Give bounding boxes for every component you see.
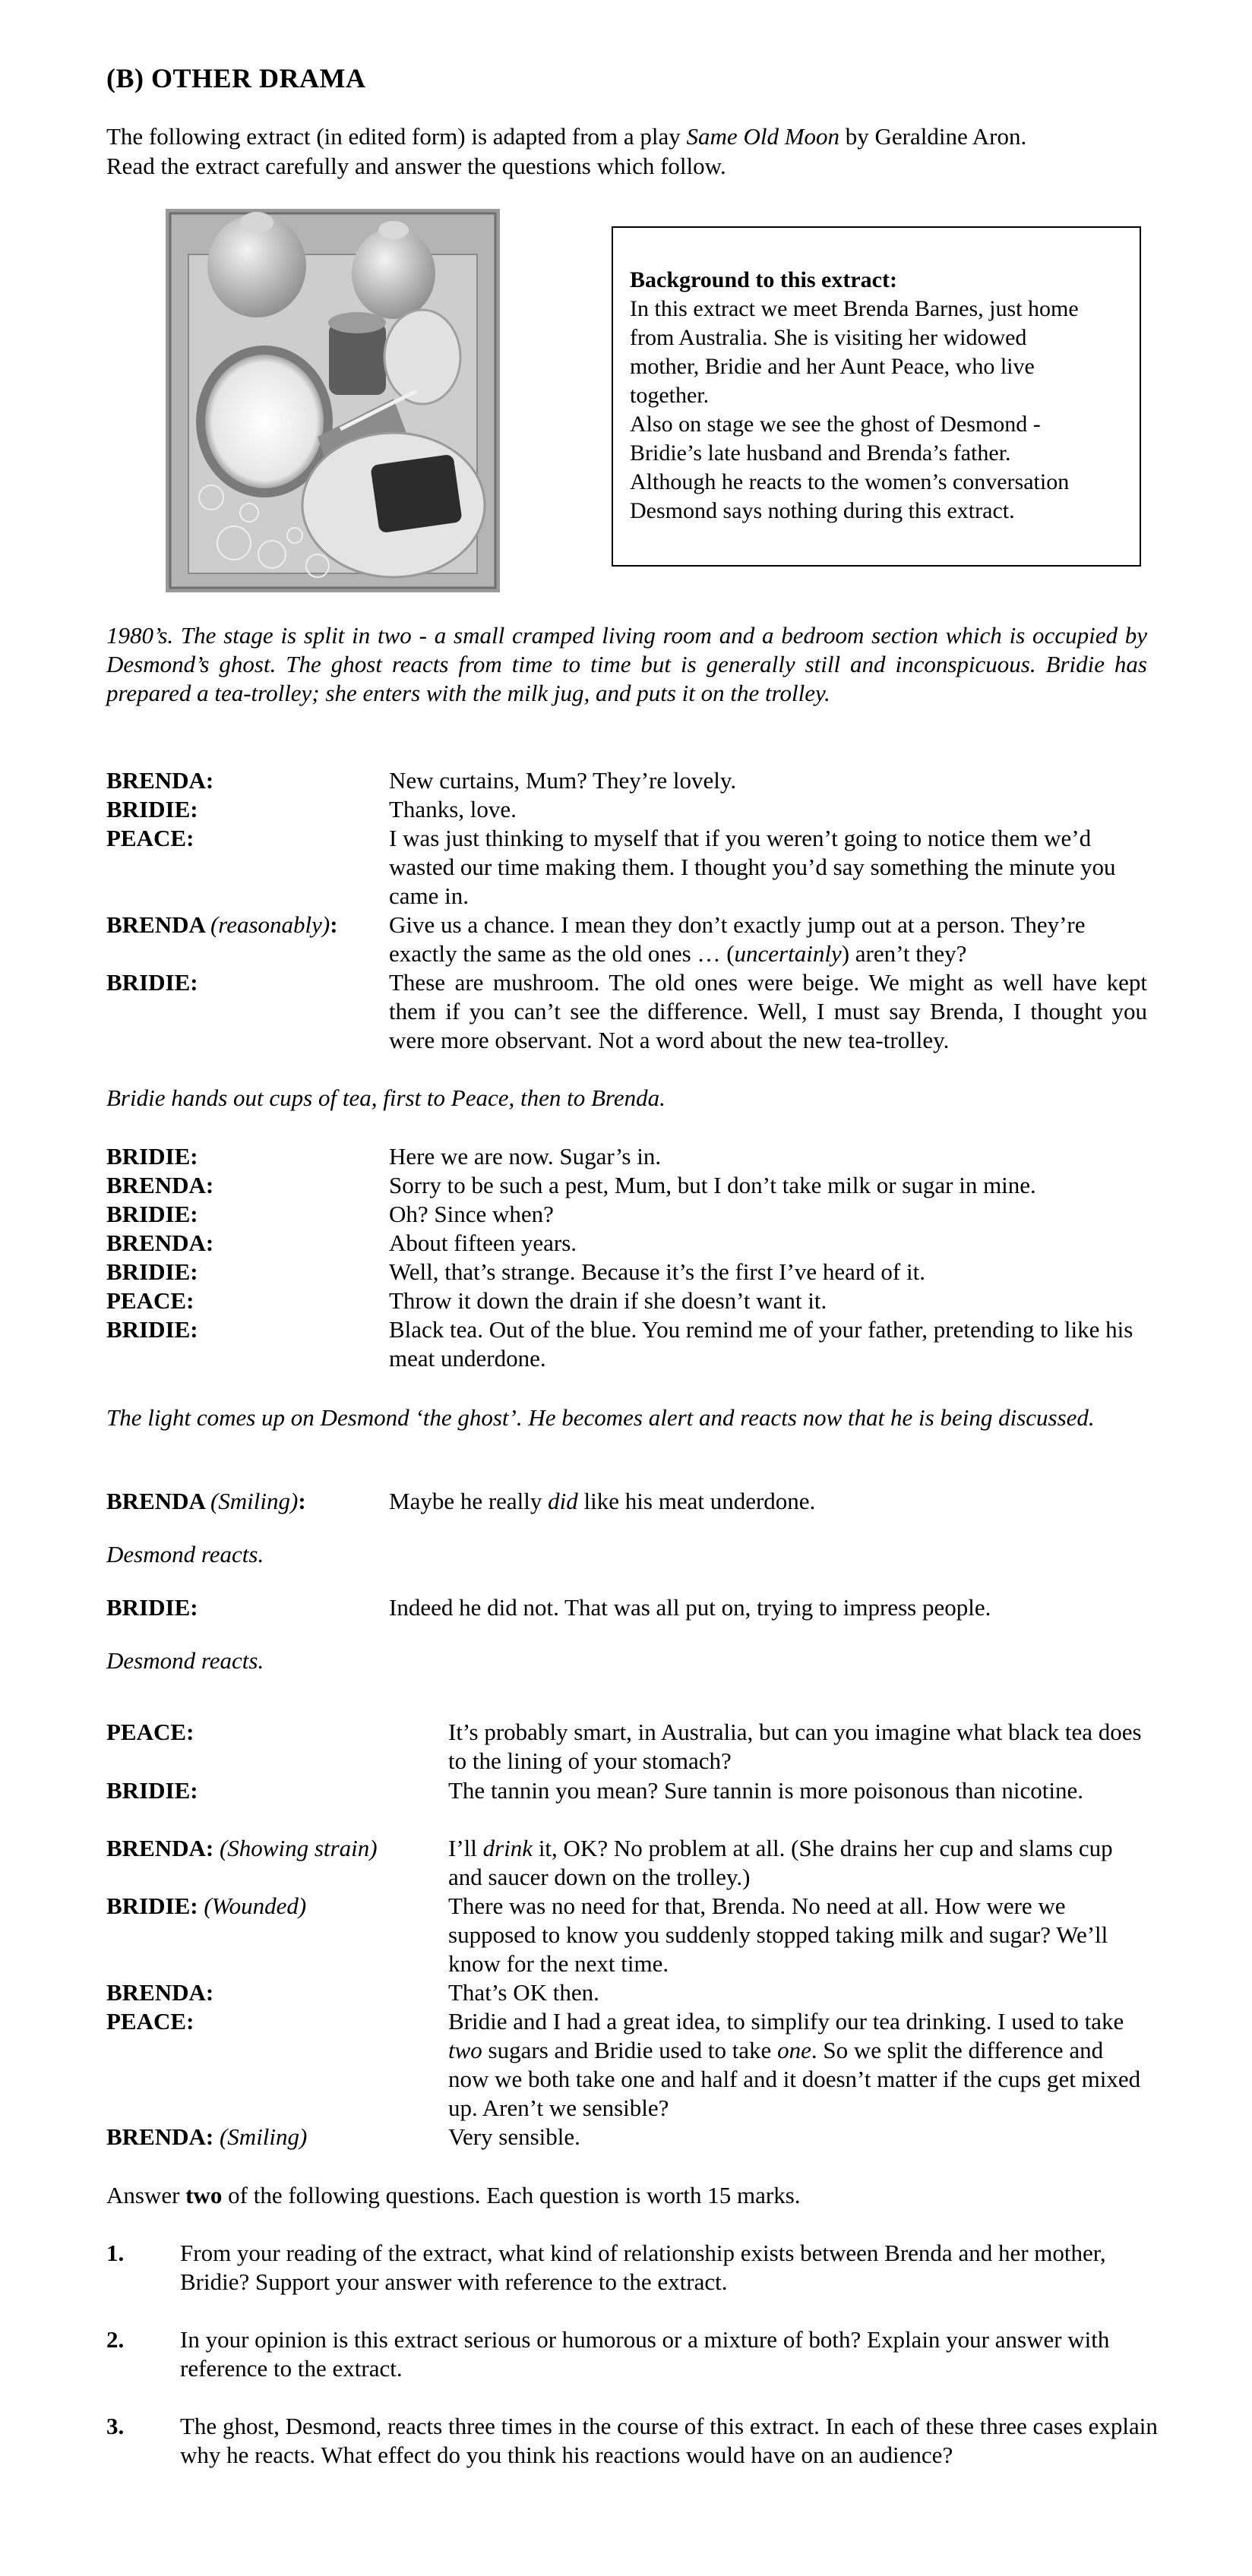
- question-number: 2.: [106, 2326, 125, 2353]
- speaker-name: BRENDA:: [106, 767, 214, 794]
- speaker-name: BRENDA: (Showing strain): [106, 1835, 378, 1861]
- speaker-name: BRIDIE:: [106, 1594, 198, 1621]
- speaker-name: BRENDA:: [106, 1979, 214, 2006]
- dialogue-line: [106, 1286, 1147, 1315]
- background-line: In this extract we meet Brenda Barnes, just home: [630, 296, 1079, 321]
- question-text: The ghost, Desmond, reacts three times in the course of this extract. In each of these three cases explain why he reacts. What effect do you think his reactions would have on an audience?: [180, 2413, 1158, 2468]
- section-title: (B) OTHER DRAMA: [106, 63, 366, 93]
- dialogue-text: It’s probably smart, in Australia, but can you imagine what black tea does to the lining of your stomach?: [448, 1719, 1142, 1774]
- dialogue-line: [106, 824, 1147, 911]
- dialogue-text: Thanks, love.: [389, 796, 517, 822]
- dialogue-text: I was just thinking to myself that if you weren’t going to notice them we’d wasted our time making them. I thought you’d say something the minute you came in.: [389, 825, 1116, 909]
- speaker-name: BRENDA:: [106, 1230, 214, 1256]
- dialogue-text: Indeed he did not. That was all put on, trying to impress people.: [389, 1594, 991, 1621]
- stage-note: (Showing strain): [219, 1835, 378, 1861]
- stage-note: (Smiling): [219, 2123, 308, 2150]
- speaker-name: PEACE:: [106, 1719, 194, 1745]
- dialogue-line: [106, 1892, 1147, 1978]
- dialogue-line: [106, 1142, 1147, 1171]
- dialogue-text: These are mushroom. The old ones were beige. We might as well have kept them if you can’t see the difference. Well, I must say Brenda, I thought you were more observant. Not a word about the new tea-trolley.: [389, 969, 1147, 1053]
- dialogue-line: [106, 1200, 1147, 1229]
- stage-direction: Desmond reacts.: [106, 1647, 264, 1674]
- dialogue-line: [106, 1834, 1147, 1892]
- background-line: from Australia. She is visiting her widowed: [630, 325, 1027, 350]
- dialogue-line: [106, 2123, 1147, 2151]
- dialogue-line: [106, 1593, 1147, 1622]
- dialogue-text: New curtains, Mum? They’re lovely.: [389, 767, 737, 794]
- dialogue-line: [106, 1776, 1147, 1805]
- question-text: From your reading of the extract, what kind of relationship exists between Brenda and her mother, Bridie? Support your answer with reference to the extract.: [180, 2240, 1106, 2295]
- dialogue-line: [106, 2007, 1147, 2123]
- speaker-name: BRIDIE:: [106, 1143, 198, 1170]
- dialogue-text: There was no need for that, Brenda. No need at all. How were we supposed to know you suddenly stopped taking milk and sugar? We’ll know for the next time.: [448, 1893, 1108, 1977]
- dialogue-line: [106, 1171, 1147, 1200]
- stage-note: (Smiling): [210, 1488, 299, 1514]
- question-text: In your opinion is this extract serious or humorous or a mixture of both? Explain your answer with reference to the extract.: [180, 2326, 1110, 2382]
- dialogue-text: Give us a chance. I mean they don’t exactly jump out at a person. They’re exactly the same as the old ones … (uncertainly) aren’t they?: [389, 911, 1086, 967]
- speaker-name: BRENDA (Smiling):: [106, 1488, 306, 1514]
- dialogue-text: About fifteen years.: [389, 1230, 577, 1256]
- dialogue-line: [106, 766, 1147, 795]
- dialogue-text: Bridie and I had a great idea, to simplify our tea drinking. I used to take two sugars and Bridie used to take one. So we split the difference and now we both take one and half and it doesn’t matter if the cups get mixed up. Aren’t we sensible?: [448, 2008, 1141, 2121]
- dialogue-text: Here we are now. Sugar’s in.: [389, 1143, 662, 1170]
- background-line: Bridie’s late husband and Brenda’s father.: [630, 440, 1011, 466]
- question: [106, 2325, 1170, 2383]
- background-line: mother, Bridie and her Aunt Peace, who live: [630, 354, 1035, 379]
- background-line: Although he reacts to the women’s conversation: [630, 469, 1070, 494]
- speaker-name: BRIDIE:: [106, 969, 198, 996]
- stage-note: (reasonably): [210, 911, 330, 938]
- question-number: 3.: [106, 2413, 125, 2439]
- speaker-name: PEACE:: [106, 825, 194, 851]
- background-line: Also on stage we see the ghost of Desmond -: [630, 412, 1041, 437]
- dialogue-text: Oh? Since when?: [389, 1201, 554, 1227]
- speaker-name: PEACE:: [106, 2008, 194, 2035]
- stage-note: (Wounded): [204, 1893, 307, 1919]
- background-heading: Background to this extract:: [630, 267, 897, 292]
- tea-tray-photo: [166, 209, 500, 592]
- dialogue-text: That’s OK then.: [448, 1979, 599, 2006]
- speaker-name: BRENDA:: [106, 1172, 214, 1198]
- dialogue-text: Well, that’s strange. Because it’s the first I’ve heard of it.: [389, 1258, 925, 1285]
- speaker-name: BRIDIE:: [106, 796, 198, 822]
- speaker-name: BRIDIE:: [106, 1258, 198, 1285]
- speaker-name: BRENDA: (Smiling): [106, 2123, 308, 2150]
- dialogue-line: [106, 1487, 1147, 1516]
- background-line: Desmond says nothing during this extract.: [630, 498, 1015, 523]
- dialogue-line: [106, 911, 1147, 968]
- speaker-name: BRIDIE:: [106, 1777, 198, 1804]
- speaker-name: BRIDIE:: [106, 1316, 198, 1343]
- background-box: [612, 226, 1141, 567]
- dialogue-text: Sorry to be such a pest, Mum, but I don’t take milk or sugar in mine.: [389, 1172, 1036, 1198]
- dialogue-text: Very sensible.: [448, 2123, 580, 2150]
- dialogue-line: [106, 1978, 1147, 2007]
- question-number: 1.: [106, 2240, 125, 2266]
- question: [106, 2412, 1170, 2470]
- dialogue-text: I’ll drink it, OK? No problem at all. (She drains her cup and slams cup and saucer down on the trolley.): [448, 1835, 1113, 1890]
- dialogue-text: Throw it down the drain if she doesn’t want it.: [389, 1287, 827, 1314]
- speaker-name: BRENDA (reasonably):: [106, 911, 338, 938]
- dialogue-line: [106, 1315, 1147, 1373]
- dialogue-line: [106, 1258, 1147, 1286]
- stage-direction: The light comes up on Desmond ‘the ghost’. He becomes alert and reacts now that he is being discussed.: [106, 1404, 1095, 1431]
- background-line: together.: [630, 383, 710, 408]
- play-title: Same Old Moon: [686, 123, 840, 150]
- dialogue-text: The tannin you mean? Sure tannin is more poisonous than nicotine.: [448, 1777, 1083, 1804]
- instruction: Answer two of the following questions. Each question is worth 15 marks.: [106, 2182, 801, 2208]
- dialogue-line: [106, 1718, 1147, 1776]
- speaker-name: PEACE:: [106, 1287, 194, 1314]
- speaker-name: BRIDIE: (Wounded): [106, 1893, 307, 1919]
- stage-direction: Bridie hands out cups of tea, first to Peace, then to Brenda.: [106, 1084, 666, 1111]
- dialogue-line: [106, 1229, 1147, 1258]
- speaker-name: BRIDIE:: [106, 1201, 198, 1227]
- dialogue-line: [106, 795, 1147, 824]
- dialogue-text: Maybe he really did like his meat underdone.: [389, 1488, 816, 1514]
- dialogue-text: Black tea. Out of the blue. You remind me of your father, pretending to like his meat underdone.: [389, 1316, 1133, 1372]
- dialogue-line: [106, 968, 1147, 1055]
- question: [106, 2239, 1170, 2297]
- stage-direction: Desmond reacts.: [106, 1541, 264, 1567]
- stage-direction: 1980’s. The stage is split in two - a small cramped living room and a bedroom section which is occupied by Desmond’s ghost. The ghost reacts from time to time but is generally still and inconspicuous. Bridie has prepared a tea-trolley; she enters with the milk jug, and puts it on the trolley.: [106, 622, 1147, 706]
- intro-text: The following extract (in edited form) is adapted from a play Same Old Moon by Geraldine Aron. Read the extract carefully and answer the questions which follow.: [106, 123, 1027, 179]
